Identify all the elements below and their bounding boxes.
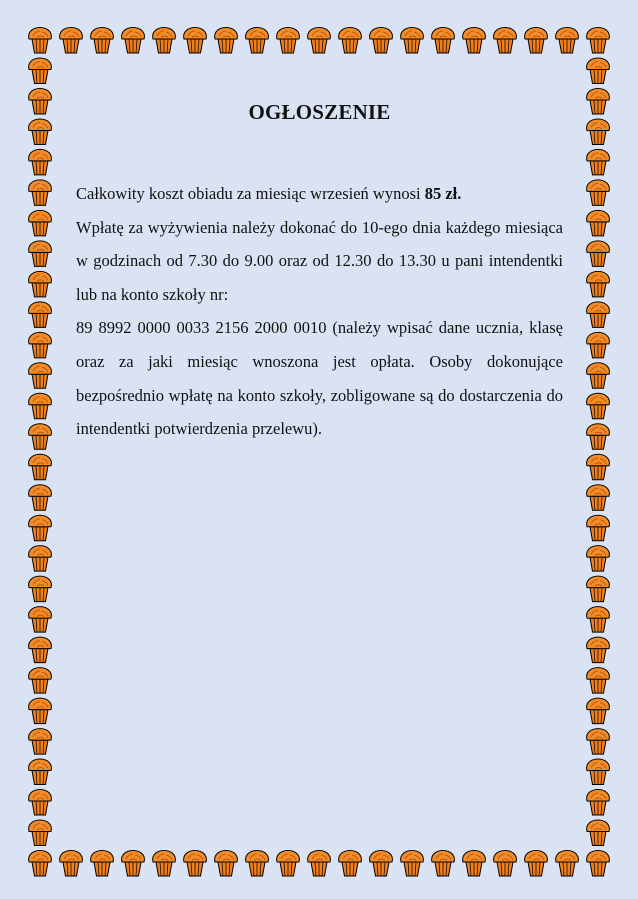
muffin-icon xyxy=(29,332,52,358)
muffin-icon xyxy=(587,454,610,480)
muffin-icon xyxy=(29,302,52,328)
muffin-icon xyxy=(29,454,52,480)
muffin-icon xyxy=(587,119,610,145)
muffin-icon xyxy=(587,637,610,663)
cost-amount: 85 zł. xyxy=(424,184,462,203)
muffin-icon xyxy=(29,546,52,572)
muffin-icon xyxy=(587,485,610,511)
muffin-icon xyxy=(215,28,238,54)
muffin-icon xyxy=(29,668,52,694)
muffin-icon xyxy=(463,851,486,877)
muffin-icon xyxy=(60,851,83,877)
muffin-icon xyxy=(587,759,610,785)
muffin-icon xyxy=(587,790,610,816)
muffin-icon xyxy=(60,28,83,54)
muffin-icon xyxy=(184,851,207,877)
muffin-icon xyxy=(29,210,52,236)
muffin-icon xyxy=(587,28,610,54)
account-info: 89 8992 0000 0033 2156 2000 0010 (należy wpisać dane ucznia, klasę oraz za jaki miesiąc wnoszona jest opłata. Osoby dokonujące bezpośrednio wpłatę na konto szkoły, zobligowane są do dostarczenia do intendentki potwierdzenia przelewu). xyxy=(76,318,563,439)
muffin-icon xyxy=(339,851,362,877)
muffin-icon xyxy=(463,28,486,54)
announcement xyxy=(76,100,563,446)
cost-text: Całkowity koszt obiadu za miesiąc wrzesień wynosi xyxy=(76,184,425,203)
muffin-icon xyxy=(587,241,610,266)
muffin-icon xyxy=(587,332,610,358)
muffin-icon xyxy=(29,119,52,145)
muffin-icon xyxy=(29,149,52,175)
muffin-icon xyxy=(29,271,52,297)
muffin-icon xyxy=(29,698,52,724)
muffin-icon xyxy=(587,820,610,846)
muffin-icon xyxy=(29,759,52,785)
muffin-icon xyxy=(29,88,52,114)
muffin-icon xyxy=(587,515,610,541)
muffin-icon xyxy=(277,851,300,877)
muffin-icon xyxy=(525,851,548,877)
cost-line xyxy=(76,177,563,211)
muffin-icon xyxy=(587,576,610,602)
muffin-icon xyxy=(432,28,455,54)
muffin-icon xyxy=(587,607,610,633)
muffin-icon xyxy=(153,851,176,877)
muffin-icon xyxy=(587,546,610,572)
muffin-icon xyxy=(587,88,610,114)
muffin-icon xyxy=(29,485,52,511)
muffin-icon xyxy=(587,149,610,175)
muffin-icon xyxy=(29,637,52,663)
muffin-icon xyxy=(587,271,610,297)
muffin-icon xyxy=(556,851,579,877)
muffin-icon xyxy=(29,180,52,206)
muffin-icon xyxy=(494,28,517,54)
muffin-icon xyxy=(432,851,455,877)
muffin-icon xyxy=(29,363,52,389)
muffin-icon xyxy=(587,363,610,389)
muffin-icon xyxy=(401,851,424,877)
muffin-icon xyxy=(29,424,52,450)
muffin-icon xyxy=(122,28,145,54)
muffin-icon xyxy=(525,28,548,54)
muffin-icon xyxy=(587,851,610,877)
muffin-icon xyxy=(91,851,114,877)
muffin-icon xyxy=(29,820,52,846)
muffin-icon xyxy=(29,515,52,541)
muffin-icon xyxy=(29,393,52,419)
muffin-icon xyxy=(587,302,610,328)
muffin-icon xyxy=(277,28,300,54)
muffin-icon xyxy=(122,851,145,877)
muffin-icon xyxy=(29,607,52,633)
muffin-icon xyxy=(401,28,424,54)
muffin-icon xyxy=(308,851,331,877)
muffin-icon xyxy=(587,393,610,419)
muffin-icon xyxy=(339,28,362,54)
muffin-icon xyxy=(370,851,393,877)
muffin-icon xyxy=(556,28,579,54)
muffin-icon xyxy=(587,210,610,236)
muffin-icon xyxy=(215,851,238,877)
muffin-icon xyxy=(29,851,52,877)
muffin-icon xyxy=(308,28,331,54)
page-title: OGŁOSZENIE xyxy=(248,100,391,124)
muffin-icon xyxy=(29,28,52,54)
muffin-icon xyxy=(29,241,52,266)
muffin-icon xyxy=(184,28,207,54)
muffin-icon xyxy=(370,28,393,54)
muffin-icon xyxy=(587,668,610,694)
muffin-icon xyxy=(29,729,52,755)
muffin-icon xyxy=(587,180,610,206)
muffin-icon xyxy=(29,790,52,816)
muffin-icon xyxy=(587,58,610,83)
muffin-icon xyxy=(29,576,52,602)
muffin-icon xyxy=(29,58,52,83)
muffin-icon xyxy=(246,28,269,54)
muffin-icon xyxy=(587,698,610,724)
muffin-icon xyxy=(494,851,517,877)
muffin-icon xyxy=(153,28,176,54)
muffin-icon xyxy=(587,424,610,450)
muffin-icon xyxy=(91,28,114,54)
muffin-icon xyxy=(587,729,610,755)
payment-info: Wpłatę za wyżywienia należy dokonać do 10-ego dnia każdego miesiąca w godzinach od 7.30 do 9.00 oraz od 12.30 do 13.30 u pani intendentki lub na konto szkoły nr: xyxy=(76,217,563,304)
muffin-icon xyxy=(246,851,269,877)
